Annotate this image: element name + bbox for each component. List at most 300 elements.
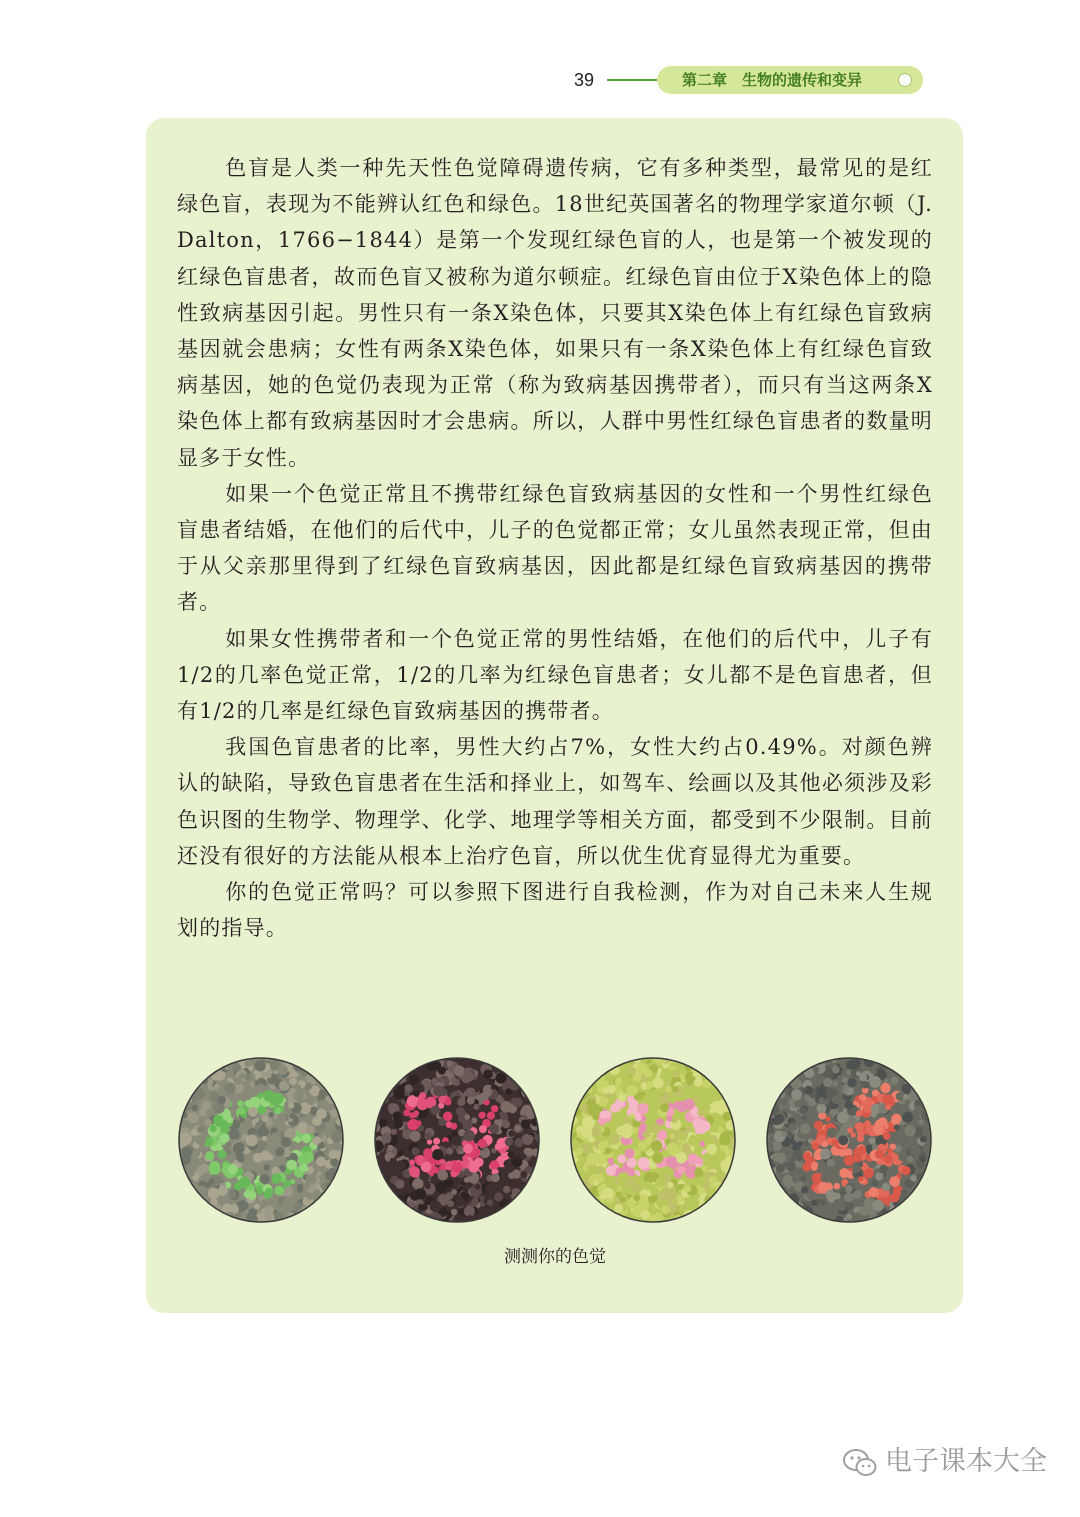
plate-dot	[615, 1077, 623, 1085]
plate-dot	[277, 1064, 288, 1075]
plate-dot	[855, 1122, 865, 1132]
plate-dot	[481, 1092, 490, 1101]
plate-dot	[275, 1108, 281, 1114]
plate-dot	[395, 1179, 405, 1189]
plate-dot	[307, 1097, 316, 1106]
plate-dot	[859, 1094, 866, 1101]
plate-dot	[404, 1084, 412, 1092]
plate-dot	[575, 1147, 583, 1155]
plate-dot	[884, 1155, 893, 1164]
watermark	[843, 1440, 1053, 1484]
plate-dot	[329, 1150, 338, 1159]
plate-dot	[859, 1073, 867, 1081]
plate-dot	[289, 1077, 297, 1085]
plate-dot	[489, 1124, 499, 1134]
plate-dot	[907, 1156, 913, 1162]
plate-dot	[319, 1089, 326, 1096]
plate-dot	[673, 1101, 681, 1109]
plate-dot	[286, 1160, 297, 1171]
plate-dot	[910, 1145, 921, 1156]
plate-dot	[409, 1167, 420, 1178]
plate-dot	[823, 1078, 832, 1087]
plate-dot	[271, 1173, 282, 1184]
plate-dot	[812, 1143, 819, 1150]
plate-dot	[852, 1165, 860, 1173]
plate-dot	[776, 1164, 785, 1173]
plate-dot	[521, 1119, 531, 1129]
plate-dot	[440, 1159, 446, 1165]
plate-dot	[385, 1173, 392, 1180]
plate-dot	[275, 1147, 284, 1156]
plate-dot	[288, 1102, 294, 1108]
plate-dot	[670, 1133, 675, 1138]
plate-dot	[853, 1190, 862, 1199]
plate-dot	[902, 1166, 911, 1175]
plate-dot	[234, 1077, 242, 1085]
plate-dot	[890, 1170, 897, 1177]
plate-dot	[791, 1078, 802, 1089]
plate-dot	[827, 1159, 835, 1167]
plate-dot	[289, 1113, 295, 1119]
plate-dot	[514, 1138, 523, 1147]
plate-dot	[605, 1148, 612, 1155]
plate-dot	[410, 1131, 421, 1142]
plate-dot	[512, 1156, 523, 1167]
paragraph-4: 我国色盲患者的比率，男性大约占7%，女性大约占0.49%。对颜色辨认的缺陷，导致色盲患者在生活和择业上，如驾车、绘画以及其他必须涉及彩色识图的生物学、物理学、化学、地理学等相关方面，都受到不少限制。目前还没有很好的方法能从根本上治疗色盲，所以优生优育显得尤为重要。	[177, 735, 933, 868]
plate-dot	[618, 1093, 626, 1101]
plate-dot	[239, 1118, 244, 1123]
plate-dot	[627, 1085, 638, 1096]
plate-dot	[603, 1188, 614, 1199]
plate-dot	[914, 1105, 924, 1115]
plate-dot	[456, 1107, 465, 1116]
plate-dot	[192, 1105, 199, 1112]
plate-dot	[256, 1185, 262, 1191]
plate-dot	[811, 1164, 818, 1171]
plate-dot	[206, 1154, 213, 1161]
plate-dot	[781, 1100, 788, 1107]
plate-dot	[306, 1125, 315, 1134]
plate-dot	[452, 1162, 462, 1172]
plate-dot	[882, 1094, 892, 1104]
plate-dot	[903, 1094, 909, 1100]
plate-dot	[651, 1123, 661, 1133]
plate-dot	[844, 1155, 855, 1166]
plate-dot	[239, 1108, 245, 1114]
plate-dot	[890, 1077, 898, 1085]
plate-dot	[487, 1112, 495, 1120]
plate-dot	[920, 1136, 927, 1143]
plate-dot	[832, 1139, 839, 1146]
plate-dot	[319, 1100, 328, 1109]
plate-dot	[297, 1187, 303, 1193]
plate-dot	[696, 1178, 701, 1183]
plate-dot	[432, 1149, 443, 1160]
plate-dot	[830, 1171, 836, 1177]
plate-dot	[627, 1178, 635, 1186]
plate-dot	[491, 1173, 500, 1182]
plate-dot	[201, 1101, 210, 1110]
plate-dot	[783, 1175, 794, 1186]
plate-dot	[263, 1090, 275, 1102]
plate-dot	[871, 1180, 878, 1187]
plate-dot	[478, 1139, 487, 1148]
plate-dot	[437, 1170, 448, 1181]
plate-dot	[424, 1183, 430, 1189]
plate-dot	[602, 1087, 609, 1094]
plate-dot	[263, 1191, 271, 1199]
plate-dot	[875, 1173, 883, 1181]
plate-dot	[858, 1176, 864, 1182]
plate-dot	[646, 1081, 654, 1089]
page-header	[0, 0, 1080, 110]
plate-dot	[473, 1104, 479, 1110]
plate-dot	[826, 1190, 835, 1199]
plate-dot	[462, 1120, 472, 1130]
plate-dot	[429, 1200, 441, 1212]
plate-dot	[281, 1203, 289, 1211]
plate-dot	[262, 1129, 269, 1136]
plate-dot	[641, 1210, 651, 1220]
chapter-title: 第二章 生物的遗传和变异	[682, 71, 863, 89]
plate-dot	[239, 1177, 251, 1189]
plate-dot	[209, 1163, 221, 1175]
plate-dot	[503, 1186, 510, 1193]
plate-dot	[719, 1134, 731, 1146]
plate-dot	[294, 1202, 302, 1210]
plate-dot	[901, 1189, 908, 1196]
plate-dot	[220, 1133, 230, 1143]
plate-dot	[583, 1166, 589, 1172]
plate-dot	[836, 1201, 846, 1211]
plate-dot	[271, 1132, 279, 1140]
plate-dot	[804, 1086, 813, 1095]
plate-dot	[688, 1154, 699, 1165]
plate-dot	[433, 1138, 440, 1145]
ishihara-plate-4	[766, 1057, 932, 1223]
plate-dot	[847, 1127, 853, 1133]
plate-dot	[410, 1190, 420, 1200]
plate-dot	[672, 1118, 678, 1124]
plate-dot	[495, 1143, 502, 1150]
plate-dot	[245, 1060, 252, 1067]
plate-dot	[237, 1155, 245, 1163]
plate-dot	[844, 1192, 854, 1202]
plate-dot	[196, 1135, 207, 1146]
plate-dot	[660, 1072, 668, 1080]
plate-dot	[620, 1196, 627, 1203]
plate-dot	[255, 1060, 266, 1071]
plate-dot	[586, 1098, 596, 1108]
plate-dot	[885, 1104, 891, 1110]
plate-dot	[463, 1130, 475, 1142]
plate-dot	[446, 1147, 453, 1154]
plate-dot	[597, 1081, 605, 1089]
plate-dot	[622, 1129, 632, 1139]
page-number: 39	[574, 70, 595, 90]
plate-dot	[643, 1181, 652, 1190]
plate-dot	[443, 1112, 453, 1122]
plate-dot	[873, 1125, 883, 1135]
plate-dot	[851, 1070, 856, 1075]
plate-dot	[672, 1086, 678, 1092]
plate-dot	[655, 1177, 665, 1187]
plate-dot	[692, 1118, 702, 1128]
plate-dot	[679, 1133, 686, 1140]
plate-dot	[264, 1205, 274, 1215]
plate-dot	[408, 1119, 420, 1131]
plate-dot	[221, 1167, 228, 1174]
plate-dot	[452, 1136, 462, 1146]
plate-dot	[327, 1131, 333, 1137]
plate-dot	[290, 1179, 295, 1184]
plate-dot	[409, 1112, 415, 1118]
plate-dot	[833, 1081, 838, 1086]
plate-dot	[902, 1112, 913, 1123]
plate-dot	[658, 1192, 667, 1201]
chapter-dot-icon	[898, 73, 912, 87]
paragraph-2: 如果一个色觉正常且不携带红绿色盲致病基因的女性和一个男性红绿色盲患者结婚，在他们的后代中，儿子的色觉都正常；女儿虽然表现正常，但由于从父亲那里得到了红绿色盲致病基因，因此都是红绿色盲致病基因的携带者。	[177, 481, 933, 615]
plate-dot	[890, 1193, 899, 1202]
plate-dot	[254, 1204, 260, 1210]
plate-dot	[316, 1171, 321, 1176]
plate-dot	[635, 1115, 641, 1121]
plate-dot	[920, 1156, 926, 1162]
plate-dot	[845, 1185, 853, 1193]
plate-dot	[229, 1129, 239, 1139]
plate-dot	[392, 1137, 397, 1142]
plate-dot	[471, 1117, 477, 1123]
ishihara-plate-3	[570, 1057, 736, 1223]
plate-dot	[218, 1096, 226, 1104]
plate-dot	[267, 1154, 274, 1161]
plate-dot	[661, 1205, 670, 1214]
plate-dot	[686, 1077, 694, 1085]
plate-dot	[521, 1154, 527, 1160]
plate-dot	[820, 1199, 826, 1205]
plate-dot	[832, 1066, 840, 1074]
plate-dot	[624, 1148, 634, 1158]
plate-dot	[711, 1160, 720, 1169]
plate-dot	[266, 1120, 273, 1127]
plate-dot	[192, 1129, 198, 1135]
plate-dot	[887, 1148, 893, 1154]
wechat-icon	[843, 1448, 877, 1478]
paragraph-3: 如果女性携带者和一个色觉正常的男性结婚，在他们的后代中，儿子有1/2的几率色觉正常，1/2的几率为红绿色盲患者；女儿都不是色盲患者，但有1/2的几率是红绿色盲致病基因的携带者。	[177, 626, 933, 724]
plate-dot	[381, 1133, 391, 1143]
plate-dot	[629, 1113, 634, 1118]
plate-dot	[818, 1135, 826, 1143]
plate-dot	[514, 1125, 521, 1132]
plate-dot	[853, 1148, 861, 1156]
plate-dot	[455, 1197, 465, 1207]
plate-dot	[427, 1139, 432, 1144]
plate-dot	[697, 1109, 705, 1117]
plate-dot	[847, 1088, 854, 1095]
plate-dot	[711, 1125, 718, 1132]
plate-dot	[673, 1072, 678, 1077]
paragraph-1: 色盲是人类一种先天性色觉障碍遗传病，它有多种类型，最常见的是红绿色盲，表现为不能辨认红色和绿色。18世纪英国著名的物理学家道尔顿（J.Dalton，1766−1844）是第一个发现红绿色盲的人，也是第一个被发现的红绿色盲患者，故而色盲又被称为道尔顿症。红绿色盲由位于X染色体上的隐性致病基因引起。男性只有一条X染色体，只要其X染色体上有红绿色盲致病基因就会患病；女性有两条X染色体，如果只有一条X染色体上有红绿色盲致病基因，她的色觉仍表现为正常（称为致病基因携带者），而只有当这两条X染色体上都有致病基因时才会患病。所以，人群中男性红绿色盲患者的数量明显多于女性。	[177, 156, 933, 470]
plate-dot	[404, 1151, 410, 1157]
plate-dot	[299, 1164, 307, 1172]
plate-dot	[483, 1070, 492, 1079]
plate-dot	[802, 1163, 811, 1172]
plate-dot	[615, 1191, 621, 1197]
plate-dot	[508, 1172, 515, 1179]
plate-dot	[434, 1125, 441, 1132]
plate-dot	[423, 1148, 432, 1157]
plate-dot	[467, 1097, 475, 1105]
plate-dot	[433, 1085, 444, 1096]
plate-dot	[606, 1166, 616, 1176]
plate-dot	[237, 1100, 244, 1107]
plate-dot	[411, 1147, 419, 1155]
plate-dot	[465, 1088, 475, 1098]
plate-dot	[593, 1180, 599, 1186]
plate-dot	[199, 1163, 209, 1173]
plate-dot	[249, 1208, 258, 1217]
plate-dot	[494, 1192, 503, 1201]
plate-dot	[864, 1168, 874, 1178]
plate-dot	[693, 1096, 699, 1102]
plate-dot	[264, 1164, 270, 1170]
plate-dot	[666, 1156, 677, 1167]
plate-dot	[652, 1152, 663, 1163]
plate-dot	[306, 1077, 312, 1083]
plate-dot	[869, 1076, 881, 1088]
plate-dot	[633, 1073, 642, 1082]
plate-dot	[854, 1215, 859, 1220]
plate-dot	[504, 1160, 512, 1168]
plate-dot	[451, 1077, 458, 1084]
plate-dot	[600, 1111, 608, 1119]
plate-dot	[302, 1151, 314, 1163]
plate-dot	[468, 1161, 479, 1172]
plate-dot	[825, 1116, 830, 1121]
plate-dot	[232, 1063, 241, 1072]
plate-dot	[875, 1150, 884, 1159]
plate-dot	[508, 1130, 515, 1137]
plate-dot	[471, 1198, 478, 1205]
plate-dot	[651, 1140, 663, 1152]
plate-dot	[293, 1091, 303, 1101]
plate-dot	[479, 1112, 486, 1119]
plate-dot	[623, 1117, 629, 1123]
plate-dot	[258, 1140, 267, 1149]
plate-dot	[210, 1125, 217, 1132]
plate-dot	[801, 1115, 806, 1120]
plate-dot	[205, 1119, 212, 1126]
plate-dot	[638, 1141, 647, 1150]
plate-dot	[229, 1191, 237, 1199]
plate-dot	[412, 1178, 423, 1189]
plate-dot	[610, 1134, 620, 1144]
plate-dot	[490, 1160, 499, 1169]
plate-dot	[847, 1078, 856, 1087]
plate-dot	[197, 1126, 204, 1133]
plate-dot	[837, 1112, 849, 1124]
watermark-text: 电子课本大全	[885, 1446, 1047, 1477]
plate-dot	[209, 1178, 215, 1184]
plate-dot	[859, 1206, 869, 1216]
plate-dot	[331, 1132, 342, 1143]
plate-dot	[446, 1192, 454, 1200]
plate-dot	[628, 1169, 635, 1176]
plate-dot	[649, 1114, 655, 1120]
plate-dot	[316, 1156, 326, 1166]
plate-dot	[295, 1084, 301, 1090]
plate-dot	[799, 1107, 807, 1115]
plate-dot	[505, 1137, 514, 1146]
paragraph-5: 你的色觉正常吗？可以参照下图进行自我检测，作为对自己未来人生规划的指导。	[177, 880, 933, 941]
plate-dot	[613, 1111, 622, 1120]
plate-dot	[416, 1155, 425, 1164]
plate-dot	[872, 1200, 884, 1212]
plate-dot	[793, 1149, 803, 1159]
plate-dot	[711, 1101, 723, 1113]
plate-dot	[180, 1138, 188, 1146]
plate-dot	[221, 1125, 230, 1134]
plate-dot	[452, 1131, 458, 1137]
plate-dot	[233, 1142, 245, 1154]
plate-dot	[846, 1214, 852, 1220]
plate-dot	[479, 1125, 487, 1133]
plate-dot	[688, 1136, 698, 1146]
plate-dot	[422, 1204, 428, 1210]
plate-dot	[838, 1135, 848, 1145]
plate-dot	[826, 1071, 834, 1079]
plate-dot	[582, 1118, 594, 1130]
plate-dot	[316, 1109, 327, 1120]
plate-dot	[898, 1152, 907, 1161]
plate-dot	[447, 1200, 454, 1207]
plate-dot	[387, 1145, 393, 1151]
plate-dot	[677, 1166, 685, 1174]
plate-dot	[816, 1103, 826, 1113]
plate-dot	[618, 1172, 628, 1182]
plate-dot	[706, 1144, 717, 1155]
plate-dot	[487, 1199, 493, 1205]
plate-dot	[918, 1119, 924, 1125]
plate-dot	[256, 1084, 265, 1093]
plate-dot	[457, 1098, 465, 1106]
plate-dot	[597, 1154, 607, 1164]
plate-dot	[667, 1182, 674, 1189]
plate-dot	[607, 1158, 613, 1164]
plate-dot	[520, 1171, 527, 1178]
plate-dot	[214, 1084, 221, 1091]
plate-dot	[795, 1101, 801, 1107]
plate-dot	[508, 1151, 514, 1157]
plate-dot	[258, 1120, 264, 1126]
plate-dot	[495, 1114, 501, 1120]
plate-dot	[224, 1082, 235, 1093]
plate-dot	[798, 1141, 804, 1147]
plate-dot	[638, 1157, 650, 1169]
plate-dot	[614, 1204, 623, 1213]
plate-dot	[486, 1184, 498, 1196]
plate-dot	[268, 1112, 274, 1118]
ishihara-plate-1	[178, 1057, 344, 1223]
plate-dot	[208, 1188, 220, 1200]
plate-dot	[392, 1111, 402, 1121]
plate-dot	[801, 1186, 809, 1194]
plate-dot	[627, 1157, 637, 1167]
plate-dot	[694, 1168, 703, 1177]
plate-dot	[869, 1187, 879, 1197]
plate-dot	[661, 1094, 669, 1102]
plate-dot	[872, 1090, 879, 1097]
